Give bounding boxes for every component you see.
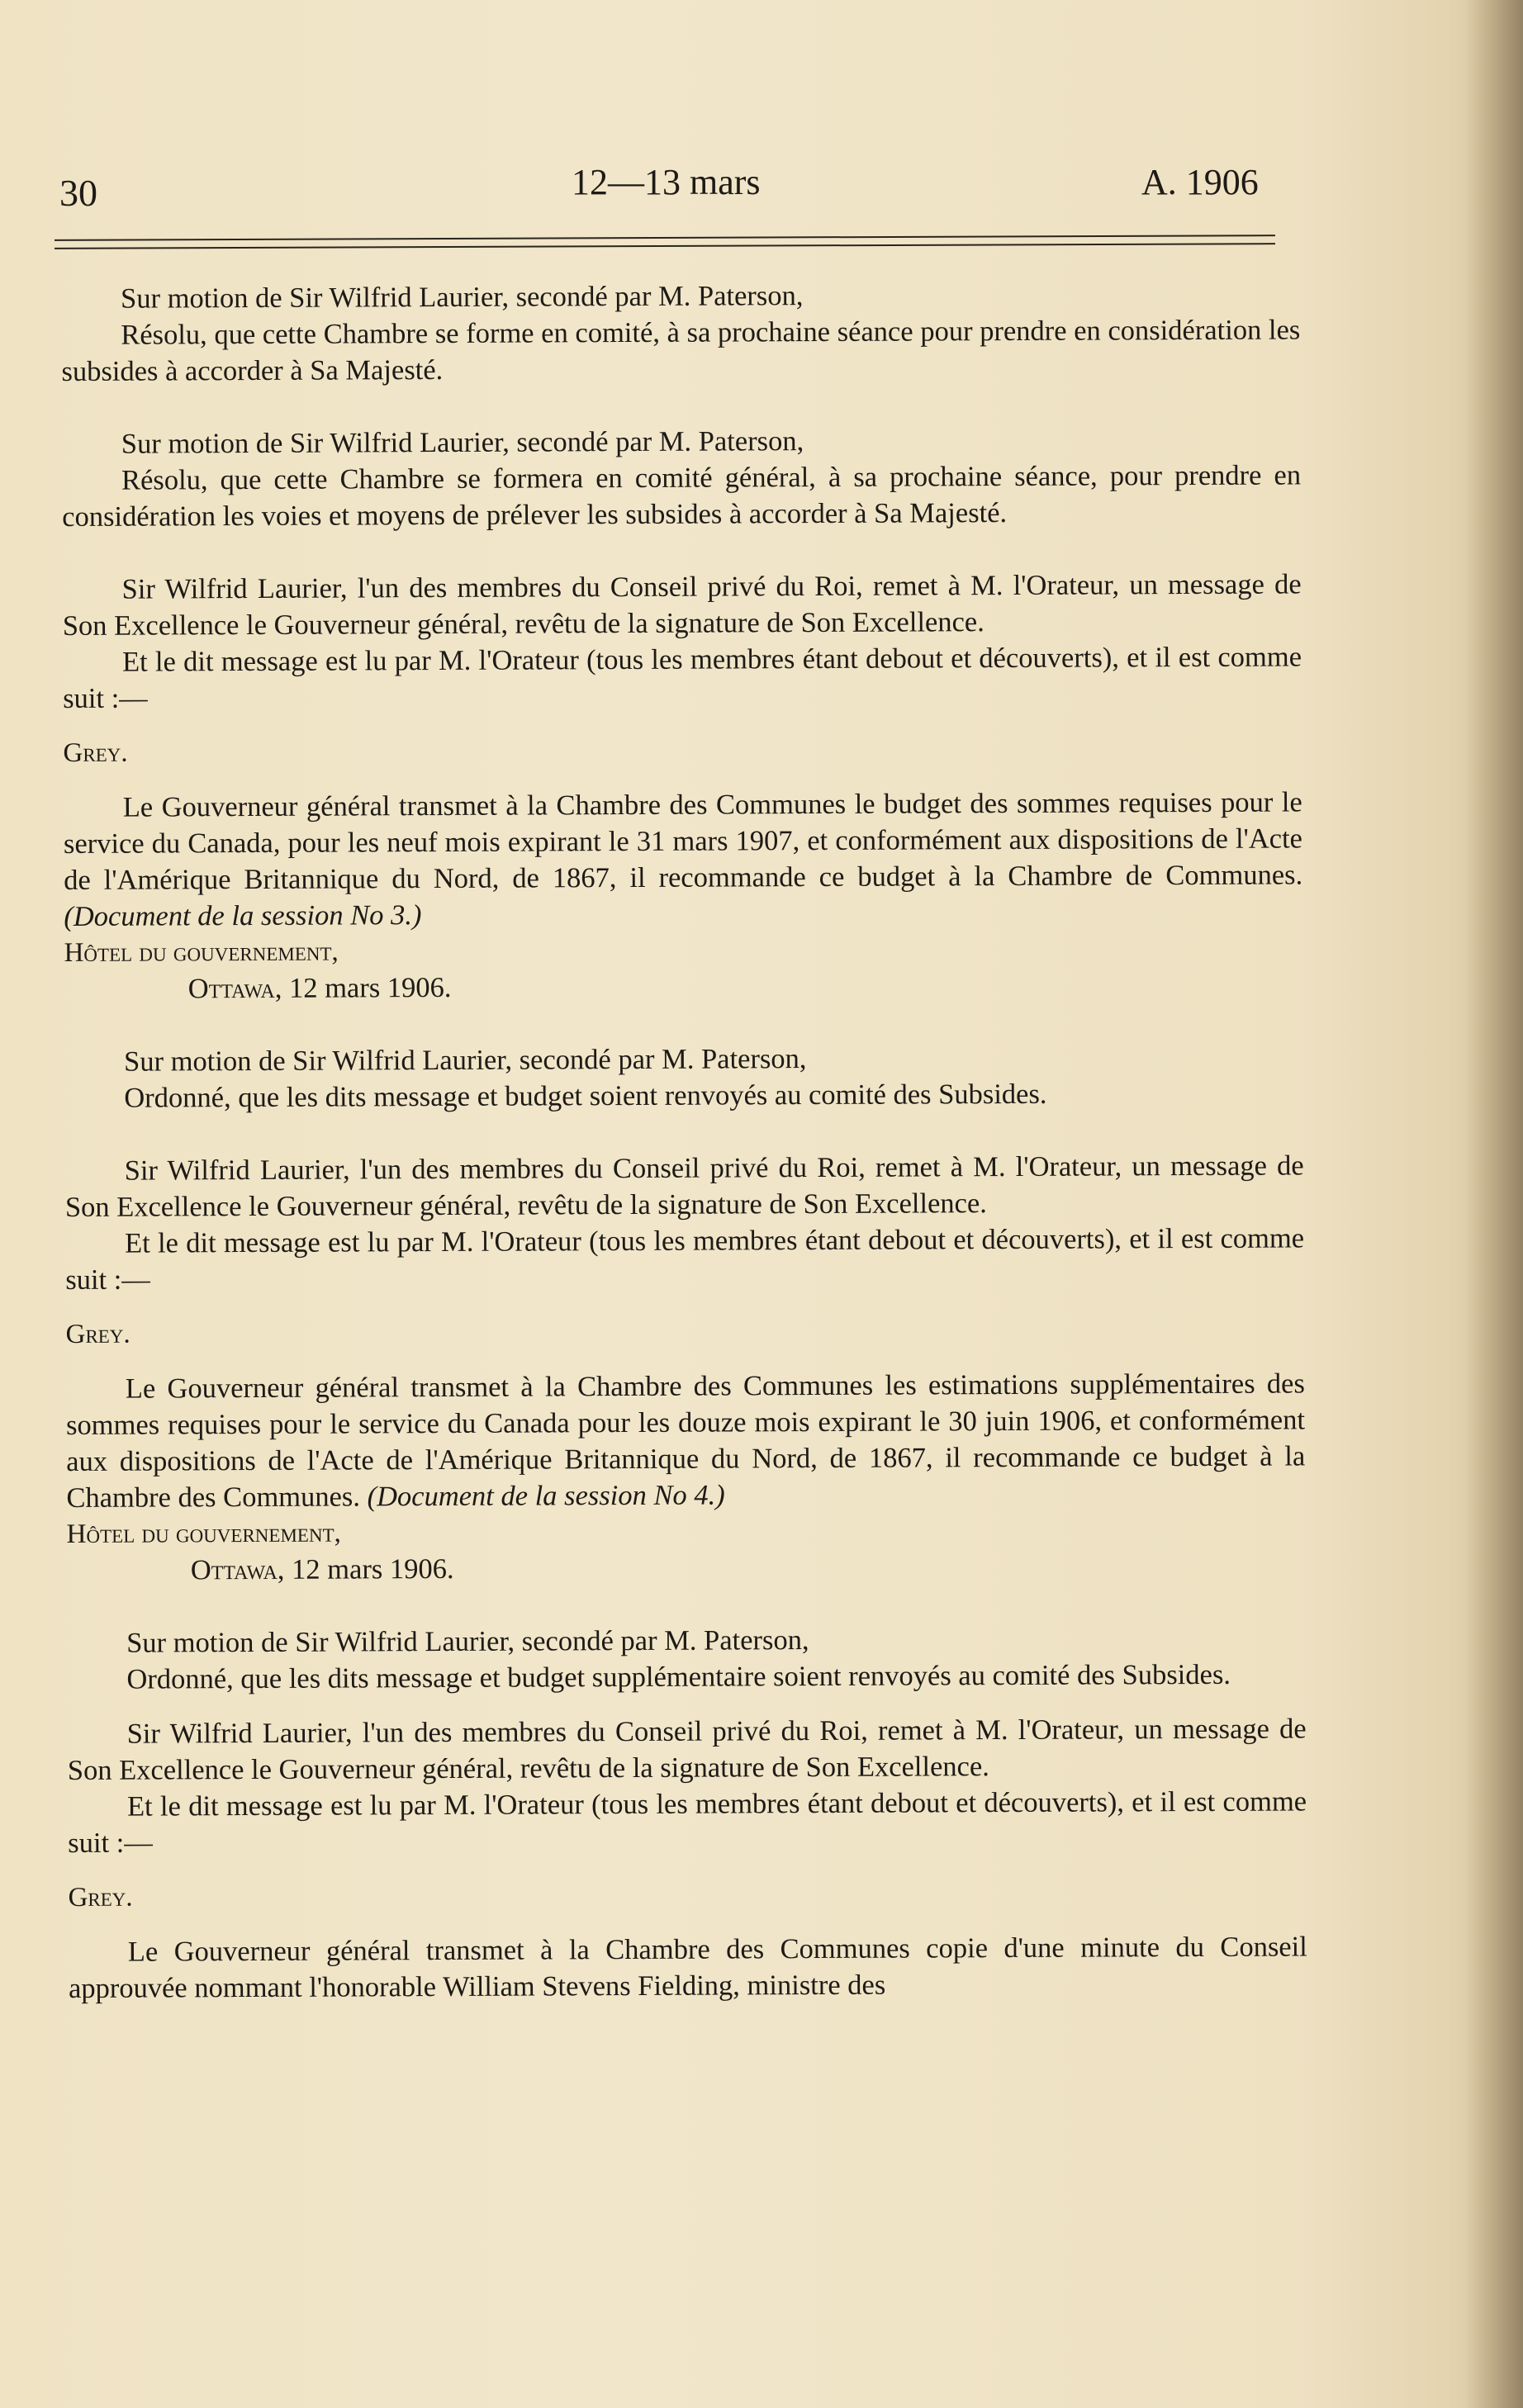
paragraph: Résolu, que cette Chambre se forme en comité, à sa prochaine séance pour prendre en considération les subsides à accorder à Sa Majesté. xyxy=(61,314,1301,387)
motion-entry xyxy=(67,1619,1306,1698)
header-double-rule xyxy=(55,235,1275,249)
paragraph: Sur motion de Sir Wilfrid Laurier, secondé par M. Paterson, xyxy=(124,1043,807,1078)
message-body: Le Gouverneur général transmet à la Chambre des Communes les estimations supplémentaires des sommes requises pour le service du Canada pour les douze mois expirant le 30 juin 1906, et conformément aux dispositions de l'Acte de l'Amérique Britannique du Nord, de 1867, il recommande ce budget à la Chambre des Communes. xyxy=(65,1368,1306,1514)
signature: Grey. xyxy=(65,1319,130,1349)
paragraph: Et le dit message est lu par M. l'Orateur (tous les membres étant debout et découverts), et il est comme suit :— xyxy=(63,641,1302,714)
paragraph: Sur motion de Sir Wilfrid Laurier, secondé par M. Paterson, xyxy=(121,280,804,315)
address-date: 12 mars 1906. xyxy=(292,1552,454,1586)
paragraph: Et le dit message est lu par M. l'Orateur (tous les membres étant debout et découverts), et il est comme suit :— xyxy=(65,1222,1305,1296)
running-year: A. 1906 xyxy=(1141,162,1259,202)
message-entry xyxy=(65,1147,1305,1298)
document-reference: (Document de la session No 3.) xyxy=(64,899,422,932)
page-number: 30 xyxy=(59,172,97,214)
journal-body xyxy=(61,275,1307,2043)
address-city-date xyxy=(188,965,1303,1007)
paragraph: Ordonné, que les dits message et budget supplémentaire soient renvoyés au comité des Subsides. xyxy=(126,1658,1231,1695)
address-city: Ottawa, xyxy=(187,972,282,1005)
motion-entry xyxy=(61,275,1301,390)
message-entry xyxy=(63,566,1302,717)
message-text xyxy=(64,784,1303,935)
paragraph: Résolu, que cette Chambre se formera en comité général, à sa prochaine séance, pour prendre en considération les voies et moyens de prélever les subsides à accorder à Sa Majesté. xyxy=(62,459,1302,533)
governor-message xyxy=(68,1874,1307,2007)
paragraph: Et le dit message est lu par M. l'Orateur (tous les membres étant debout et découverts), et il est comme suit :— xyxy=(68,1785,1307,1859)
message-entry xyxy=(68,1710,1307,1861)
message-text: Le Gouverneur général transmet à la Chambre des Communes copie d'une minute du Conseil approuvée nommant l'honorable William Stevens Fielding, ministre des xyxy=(68,1931,1307,2004)
signature: Grey. xyxy=(68,1882,133,1913)
paragraph: Sir Wilfrid Laurier, l'un des membres du Conseil privé du Roi, remet à M. l'Orateur, un message de Son Excellence le Gouverneur général, revêtu de la signature de Son Excellence. xyxy=(62,568,1302,642)
motion-entry xyxy=(62,420,1302,535)
binding-gutter-shadow xyxy=(1465,0,1523,2408)
governor-message xyxy=(65,1311,1305,1589)
message-body: Le Gouverneur général transmet à la Chambre des Communes le budget des sommes requises pour le service du Canada, pour les neuf mois expirant le 31 mars 1907, et conformément aux dispositions de l'Acte de l'Amérique Britannique du Nord, de 1867, il recommande ce budget à la Chambre de Communes. xyxy=(63,786,1303,896)
paragraph: Ordonné, que les dits message et budget soient renvoyés au comité des Subsides. xyxy=(124,1078,1047,1114)
address-line: Hôtel du gouvernement, xyxy=(64,936,339,968)
address-city-date xyxy=(191,1547,1306,1588)
paragraph: Sir Wilfrid Laurier, l'un des membres du Conseil privé du Roi, remet à M. l'Orateur, un message de Son Excellence le Gouverneur général, revêtu de la signature de Son Excellence. xyxy=(67,1713,1307,1786)
address-line: Hôtel du gouvernement, xyxy=(66,1518,341,1549)
address-date: 12 mars 1906. xyxy=(288,971,452,1004)
paragraph: Sur motion de Sir Wilfrid Laurier, secondé par M. Paterson, xyxy=(121,425,804,460)
running-header xyxy=(59,161,1298,219)
message-text xyxy=(66,1365,1306,1516)
paragraph: Sir Wilfrid Laurier, l'un des membres du Conseil privé du Roi, remet à M. l'Orateur, un message de Son Excellence le Gouverneur général, revêtu de la signature de Son Excellence. xyxy=(64,1149,1304,1223)
running-date: 12—13 mars xyxy=(572,162,761,202)
signature: Grey. xyxy=(63,737,128,768)
motion-entry xyxy=(64,1038,1303,1116)
governor-message xyxy=(63,729,1302,1007)
address-city: Ottawa, xyxy=(190,1553,285,1586)
document-reference: (Document de la session No 4.) xyxy=(367,1479,725,1513)
paragraph: Sur motion de Sir Wilfrid Laurier, secondé par M. Paterson, xyxy=(126,1624,809,1659)
